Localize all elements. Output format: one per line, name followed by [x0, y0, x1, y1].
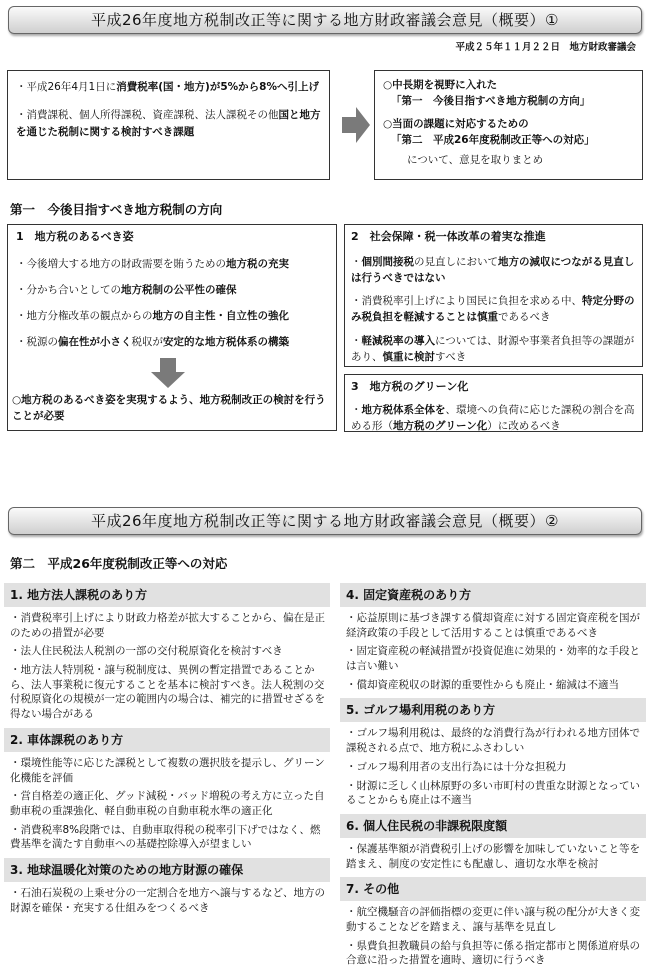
date-and-author: 平成２５年１１月２２日 地方財政審議会: [455, 42, 636, 53]
summary-line-3: ○当面の課題に対応するための: [383, 117, 529, 130]
background-item-2: ・消費課税、個人所得課税、資産課税、法人課税その他国と地方を通じた税制に関する検討すべき課題: [16, 109, 321, 138]
list-item: ・保護基準額が消費税引上げの影響を加味していないこと等を踏まえ、制度の安定性にも配慮し、適切な水準を検討: [346, 842, 640, 870]
box2-item-2: ・消費税率引上げにより国民に負担を求める中、特定分野のみ税負担を軽減することは慎重であるべき: [351, 295, 635, 324]
list-item: ・県費負担教職員の給与負担等に係る指定都市と関係道府県の合意に沿った措置を適時、適切に行うべき: [346, 939, 640, 967]
list-item: ・法人住民税法人税割の一部の交付税原資化を検討すべき: [10, 645, 283, 658]
page2-title: 平成26年度地方税制改正等に関する地方財政審議会意見（概要）②: [8, 507, 642, 535]
background-item-1: ・平成26年4月1日に消費税率(国・地方)が5%から8%へ引上げ: [16, 81, 319, 93]
list-item: ・航空機騒音の評価指標の変更に伴い譲与税の配分が大きく変動することなどを踏まえ、譲与基準を見直し: [346, 906, 640, 933]
box-local-tax-ideal: [7, 224, 337, 431]
group-golf-tax: [340, 698, 646, 807]
box-green-tax: [344, 374, 643, 432]
group-corporate-tax: [4, 583, 330, 722]
box2-heading: 2 社会保障・税一体改革の着実な推進: [351, 230, 546, 243]
list-item: ・地方法人特別税・譲与税制度は、異例の暫定措置であることから、法人事業税に復元することを基本に検討すべき。法人税割の交付税原資化の規模が一定の範囲内の場合は、補完的に措置せざるを得ない場合がある: [10, 664, 325, 721]
box1-conclusion: ○地方税のあるべき姿を実現するよう、地方税制改正の検討を行うことが必要: [12, 394, 326, 422]
section1-title: 第一 今後目指すべき地方税制の方向: [10, 202, 223, 217]
background-box: [7, 70, 330, 180]
summary-line-1: ○中長期を視野に入れた: [383, 79, 498, 91]
list-item: ・ゴルフ場利用者の支出行為には十分な担税力: [346, 760, 567, 773]
left-column: [4, 583, 330, 921]
box3-item-1: ・地方税体系全体を、環境への負荷に応じた課税の割合を高める形（地方税のグリーン化）に改めるべき: [351, 403, 635, 432]
list-item: ・消費税率引上げにより財政力格差が拡大することから、偏在是正のための措置が必要: [10, 612, 325, 639]
box1-heading: 1 地方税のあるべき姿: [16, 230, 134, 243]
group-heading: 1. 地方法人課税のあり方: [4, 583, 330, 607]
summary-line-4: 「第二 平成26年度税制改正等への対応」: [391, 133, 595, 146]
group-resident-tax: [340, 814, 646, 871]
box2-item-1: ・個別間接税の見直しにおいて地方の減収につながる見直しは行うべきではない: [351, 255, 635, 284]
list-item: ・償却資産税収の財源的重要性からも廃止・縮減は不適当: [346, 678, 619, 691]
summary-line-5: について、意見を取りまとめ: [407, 154, 544, 167]
box-social-security: [344, 224, 643, 367]
group-global-warming: [4, 858, 330, 915]
arrow-down-icon: [151, 358, 185, 388]
group-heading: 3. 地球温暖化対策のための地方財源の確保: [4, 858, 330, 882]
list-item: ・ゴルフ場利用税は、最終的な消費行為が行われる地方団体で課税される点で、地方税にふさわしい: [346, 727, 640, 755]
box1-item-3: ・地方分権改革の観点からの地方の自主性・自立性の強化: [16, 310, 289, 323]
group-heading: 2. 車体課税のあり方: [4, 728, 330, 752]
box1-item-2: ・分かち合いとしての地方税制の公平性の確保: [16, 283, 237, 296]
group-property-tax: [340, 583, 646, 692]
list-item: ・消費税率8%段階では、自動車取得税の税率引下げではなく、燃費基準を満たす自動車への基礎控除導入が望ましい: [10, 823, 321, 851]
list-item: ・財源に乏しく山林原野の多い市町村の貴重な財源となっていることからも廃止は不適当: [346, 779, 640, 807]
box1-item-4: ・税源の偏在性が小さく税収が安定的な地方税体系の構築: [16, 336, 289, 349]
group-vehicle-tax: [4, 728, 330, 852]
list-item: ・営自格差の適正化、グッド減税・バッド増税の考え方に立った自動車税の重課強化、軽自動車税の自動車税水準の適正化: [10, 790, 325, 817]
list-item: ・固定資産税の軽減措置が投資促進に効果的・効率的な手段とは言い難い: [346, 645, 640, 673]
right-column: [340, 583, 646, 974]
list-item: ・環境性能等に応じた課税として複数の選択肢を提示し、グリーン化機能を評価: [10, 756, 325, 784]
group-heading: 5. ゴルフ場利用税のあり方: [340, 698, 646, 722]
section2-title: 第二 平成26年度税制改正等への対応: [10, 556, 228, 571]
arrow-right-icon: [342, 107, 370, 143]
group-heading: 4. 固定資産税のあり方: [340, 583, 646, 607]
box3-heading: 3 地方税のグリーン化: [351, 380, 469, 393]
group-heading: 6. 個人住民税の非課税限度額: [340, 814, 646, 838]
list-item: ・石油石炭税の上乗せ分の一定割合を地方へ譲与するなど、地方の財源を確保・充実する仕組みをつくるべき: [10, 886, 325, 914]
list-item: ・応益原則に基づき課する償却資産に対する固定資産税を国が経済政策の手段として活用することは慎重であるべき: [346, 612, 640, 639]
summary-line-2: 「第一 今後目指すべき地方税制の方向」: [391, 95, 591, 108]
page1-title: 平成26年度地方税制改正等に関する地方財政審議会意見（概要）①: [8, 6, 642, 34]
group-other: [340, 877, 646, 968]
summary-box: [374, 70, 643, 180]
box1-item-1: ・今後増大する地方の財政需要を賄うための地方税の充実: [16, 257, 289, 270]
group-heading: 7. その他: [340, 877, 646, 901]
box2-item-3: ・軽減税率の導入については、財源や事業者負担等の課題があり、慎重に検討すべき: [351, 334, 635, 363]
